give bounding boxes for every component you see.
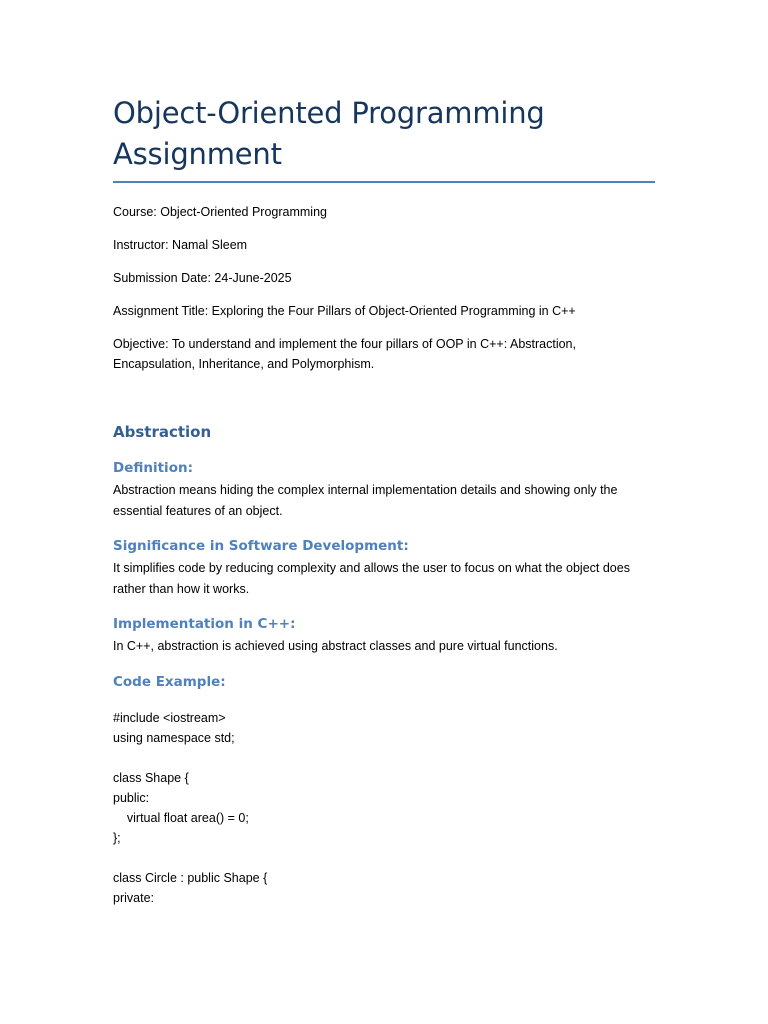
code-example-heading: Code Example: [113, 673, 226, 690]
abstraction-section [113, 422, 655, 908]
implementation-text: In C++, abstraction is achieved using abstract classes and pure virtual functions. [113, 639, 558, 653]
course-line: Course: Object-Oriented Programming [113, 205, 327, 219]
implementation-heading: Implementation in C++: [113, 616, 296, 632]
code-line: #include <iostream> [113, 710, 226, 725]
code-line: class Circle : public Shape { [113, 870, 268, 885]
objective-line: Objective: To understand and implement the four pillars of OOP in C++: Abstraction, Encapsulation, Inheritance, and Polymorphism. [113, 337, 576, 371]
definition-text: Abstraction means hiding the complex internal implementation details and showing only the essential features of an object. [113, 483, 618, 518]
document-title: Object-Oriented Programming Assignment [113, 96, 545, 171]
code-line: }; [113, 830, 121, 845]
assignment-meta [113, 202, 655, 374]
code-line: class Shape { [113, 770, 189, 785]
code-line: public: [113, 790, 150, 805]
code-line [113, 848, 655, 868]
document-content [113, 93, 655, 908]
definition-heading: Definition: [113, 460, 193, 476]
section-heading-abstraction: Abstraction [113, 423, 212, 441]
significance-text: It simplifies code by reducing complexity and allows the user to focus on what the object does rather than how it works. [113, 561, 630, 596]
code-line: private: [113, 890, 154, 905]
code-example-block [113, 708, 655, 908]
significance-heading: Significance in Software Development: [113, 538, 409, 554]
instructor-line: Instructor: Namal Sleem [113, 238, 248, 252]
submission-date-line: Submission Date: 24-June-2025 [113, 271, 292, 285]
assignment-title-line: Assignment Title: Exploring the Four Pillars of Object-Oriented Programming in C++ [113, 304, 576, 318]
code-line [113, 748, 655, 768]
code-line: virtual float area() = 0; [113, 810, 249, 825]
title-underline-divider [113, 181, 655, 183]
code-line: using namespace std; [113, 730, 235, 745]
